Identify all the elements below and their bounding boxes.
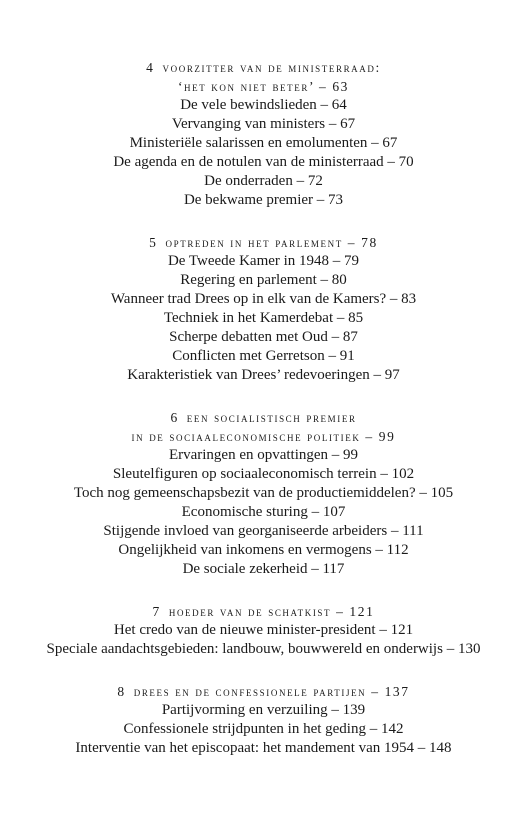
chapter-6 [0,408,527,579]
chapter-heading [0,602,527,621]
toc-entry: De agenda en de notulen van de ministerraad – 70 [113,154,414,170]
toc-entry: Karakteristiek van Drees’ redevoeringen – 97 [127,367,400,383]
chapter-number: 6 [170,410,179,425]
toc-entry: Confessionele strijdpunten in het geding – 142 [123,721,404,737]
chapter-number: 8 [117,684,126,699]
toc-entry: Regering en parlement – 80 [180,272,347,288]
chapter-heading [0,682,527,701]
chapter-title: optreden in het parlement – 78 [165,235,378,250]
toc-entry: Het credo van de nieuwe minister-president – 121 [113,622,414,638]
table-of-contents [0,58,527,781]
chapter-heading [0,408,527,427]
chapter-heading [0,233,527,252]
chapter-7 [0,602,527,659]
toc-entry: Speciale aandachtsgebieden: landbouw, bouwwereld en onderwijs – 130 [46,641,481,657]
toc-entry: De onderraden – 72 [204,173,323,189]
toc-entry: Wanneer trad Drees op in elk van de Kamers? – 83 [110,291,417,307]
toc-entry: Ervaringen en opvattingen – 99 [168,447,359,463]
toc-entry: Ministeriële salarissen en emolumenten – 67 [129,135,398,151]
chapter-title: ‘het kon niet beter’ – 63 [177,79,350,94]
toc-entry: Vervanging van ministers – 67 [171,116,356,132]
toc-entry: Techniek in het Kamerdebat – 85 [163,310,364,326]
chapter-heading [0,77,527,96]
chapter-8 [0,682,527,758]
chapter-title: in de sociaaleconomische politiek – 99 [131,429,396,444]
toc-entry: De Tweede Kamer in 1948 – 79 [167,253,360,269]
toc-entry: De sociale zekerheid – 117 [182,561,345,577]
chapter-number: 7 [152,604,161,619]
chapter-title: voorzitter van de ministerraad: [162,60,381,75]
chapter-heading [0,427,527,446]
toc-entry: Stijgende invloed van georganiseerde arbeiders – 111 [103,523,424,539]
chapter-number: 5 [149,235,158,250]
toc-entry: Ongelijkheid van inkomens en vermogens – 112 [118,542,409,558]
chapter-number: 4 [146,60,155,75]
toc-entry: De bekwame premier – 73 [183,192,344,208]
chapter-4 [0,58,527,210]
toc-entry: Scherpe debatten met Oud – 87 [169,329,358,345]
toc-entry: Conflicten met Gerretson – 91 [172,348,355,364]
chapter-title: hoeder van de schatkist – 121 [168,604,375,619]
toc-entry: Sleutelfiguren op sociaaleconomisch terrein – 102 [112,466,415,482]
toc-entry: Economische sturing – 107 [181,504,346,520]
chapter-title: drees en de confessionele partijen – 137 [133,684,410,699]
chapter-heading [0,58,527,77]
chapter-title: een socialistisch premier [186,410,357,425]
chapter-5 [0,233,527,385]
toc-entry: Toch nog gemeenschapsbezit van de productiemiddelen? – 105 [73,485,454,501]
toc-entry: Partijvorming en verzuiling – 139 [161,702,366,718]
toc-entry: Interventie van het episcopaat: het mandement van 1954 – 148 [75,740,452,756]
toc-entry: De vele bewindslieden – 64 [180,97,347,113]
